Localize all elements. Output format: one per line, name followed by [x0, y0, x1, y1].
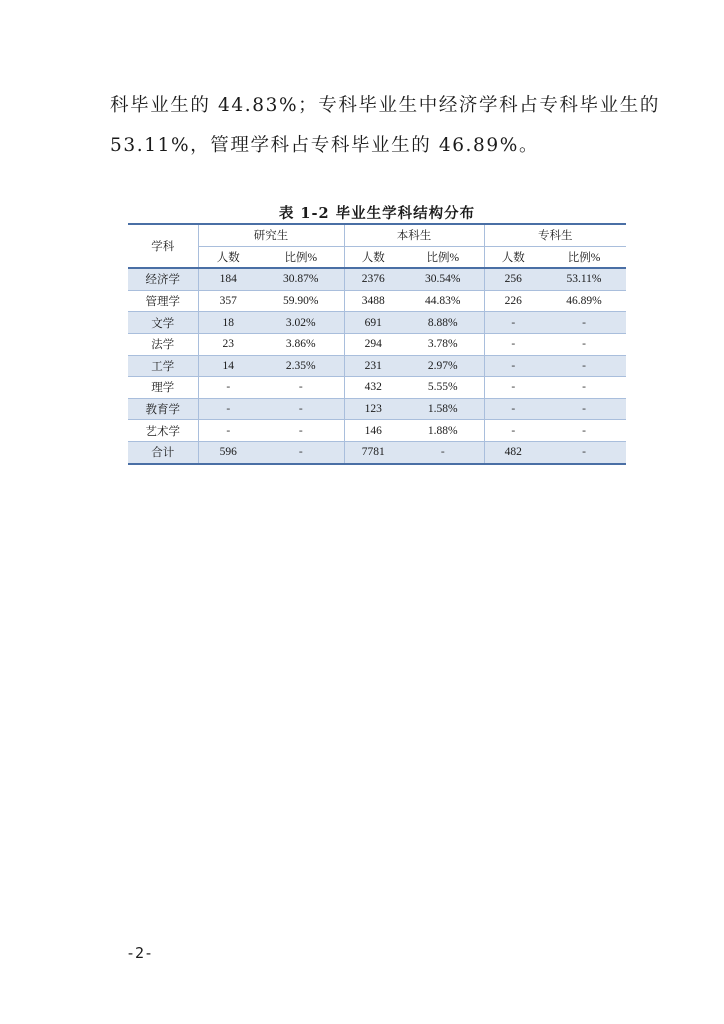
row-subject-label: 艺术学 [128, 420, 198, 442]
percent-cell: 1.58% [402, 398, 484, 420]
count-cell: - [484, 377, 542, 399]
group-header-graduate: 研究生 [198, 224, 344, 246]
count-cell: 256 [484, 268, 542, 290]
count-cell: 14 [198, 355, 258, 377]
percent-cell: 46.89% [542, 290, 626, 312]
table-row [128, 420, 626, 442]
row-subject-label: 工学 [128, 355, 198, 377]
row-subject-label: 合计 [128, 441, 198, 463]
table-body [128, 268, 626, 463]
subject-column-header: 学科 [128, 224, 198, 268]
table-row [128, 355, 626, 377]
table-header-row-groups [128, 224, 626, 246]
percent-cell: - [258, 420, 344, 442]
count-cell: 596 [198, 441, 258, 463]
row-subject-label: 经济学 [128, 268, 198, 290]
percent-cell: - [542, 441, 626, 463]
count-cell: - [198, 420, 258, 442]
percent-cell: 44.83% [402, 290, 484, 312]
count-cell: 231 [344, 355, 402, 377]
percent-cell: 30.54% [402, 268, 484, 290]
percent-cell: 3.86% [258, 333, 344, 355]
row-subject-label: 教育学 [128, 398, 198, 420]
percent-cell: - [402, 441, 484, 463]
subheader-percent: 比例% [402, 246, 484, 268]
percent-cell: - [258, 398, 344, 420]
percent-cell: - [258, 441, 344, 463]
count-cell: 294 [344, 333, 402, 355]
table-row [128, 398, 626, 420]
graduate-subject-table [128, 223, 626, 465]
count-cell: - [484, 398, 542, 420]
count-cell: - [198, 398, 258, 420]
count-cell: 7781 [344, 441, 402, 463]
subheader-percent: 比例% [542, 246, 626, 268]
percent-cell: - [542, 312, 626, 334]
percent-cell: - [542, 333, 626, 355]
subheader-count: 人数 [344, 246, 402, 268]
percent-cell: 30.87% [258, 268, 344, 290]
percent-cell: - [542, 377, 626, 399]
count-cell: - [484, 355, 542, 377]
count-cell: 184 [198, 268, 258, 290]
count-cell: 123 [344, 398, 402, 420]
count-cell: - [484, 312, 542, 334]
row-subject-label: 管理学 [128, 290, 198, 312]
count-cell: 146 [344, 420, 402, 442]
table-row [128, 441, 626, 463]
count-cell: 23 [198, 333, 258, 355]
percent-cell: 3.02% [258, 312, 344, 334]
table-row [128, 312, 626, 334]
count-cell: 357 [198, 290, 258, 312]
count-cell: - [198, 377, 258, 399]
percent-cell: 53.11% [542, 268, 626, 290]
paragraph-line-1: 科毕业生的 44.83%；专科毕业生中经济学科占专科毕业生的 [110, 95, 660, 116]
subheader-percent: 比例% [258, 246, 344, 268]
count-cell: 3488 [344, 290, 402, 312]
count-cell: 18 [198, 312, 258, 334]
percent-cell: - [542, 398, 626, 420]
count-cell: 432 [344, 377, 402, 399]
row-subject-label: 文学 [128, 312, 198, 334]
subheader-count: 人数 [198, 246, 258, 268]
count-cell: - [484, 333, 542, 355]
row-subject-label: 法学 [128, 333, 198, 355]
percent-cell: 5.55% [402, 377, 484, 399]
percent-cell: 3.78% [402, 333, 484, 355]
page-number: -2- [126, 944, 154, 962]
count-cell: - [484, 420, 542, 442]
percent-cell: 1.88% [402, 420, 484, 442]
count-cell: 691 [344, 312, 402, 334]
percent-cell: 8.88% [402, 312, 484, 334]
group-header-undergraduate: 本科生 [344, 224, 484, 246]
group-header-junior-college: 专科生 [484, 224, 626, 246]
percent-cell: 2.97% [402, 355, 484, 377]
table-row [128, 333, 626, 355]
percent-cell: - [542, 420, 626, 442]
count-cell: 2376 [344, 268, 402, 290]
table-caption: 表 1-2 毕业生学科结构分布 [278, 205, 476, 222]
count-cell: 226 [484, 290, 542, 312]
row-subject-label: 理学 [128, 377, 198, 399]
percent-cell: 59.90% [258, 290, 344, 312]
table-header-row-subheaders [128, 246, 626, 268]
table-row [128, 290, 626, 312]
subheader-count: 人数 [484, 246, 542, 268]
percent-cell: 2.35% [258, 355, 344, 377]
paragraph-line-2: 53.11%，管理学科占专科毕业生的 46.89%。 [110, 135, 540, 156]
percent-cell: - [258, 377, 344, 399]
count-cell: 482 [484, 441, 542, 463]
percent-cell: - [542, 355, 626, 377]
table-row [128, 377, 626, 399]
table-row [128, 268, 626, 290]
